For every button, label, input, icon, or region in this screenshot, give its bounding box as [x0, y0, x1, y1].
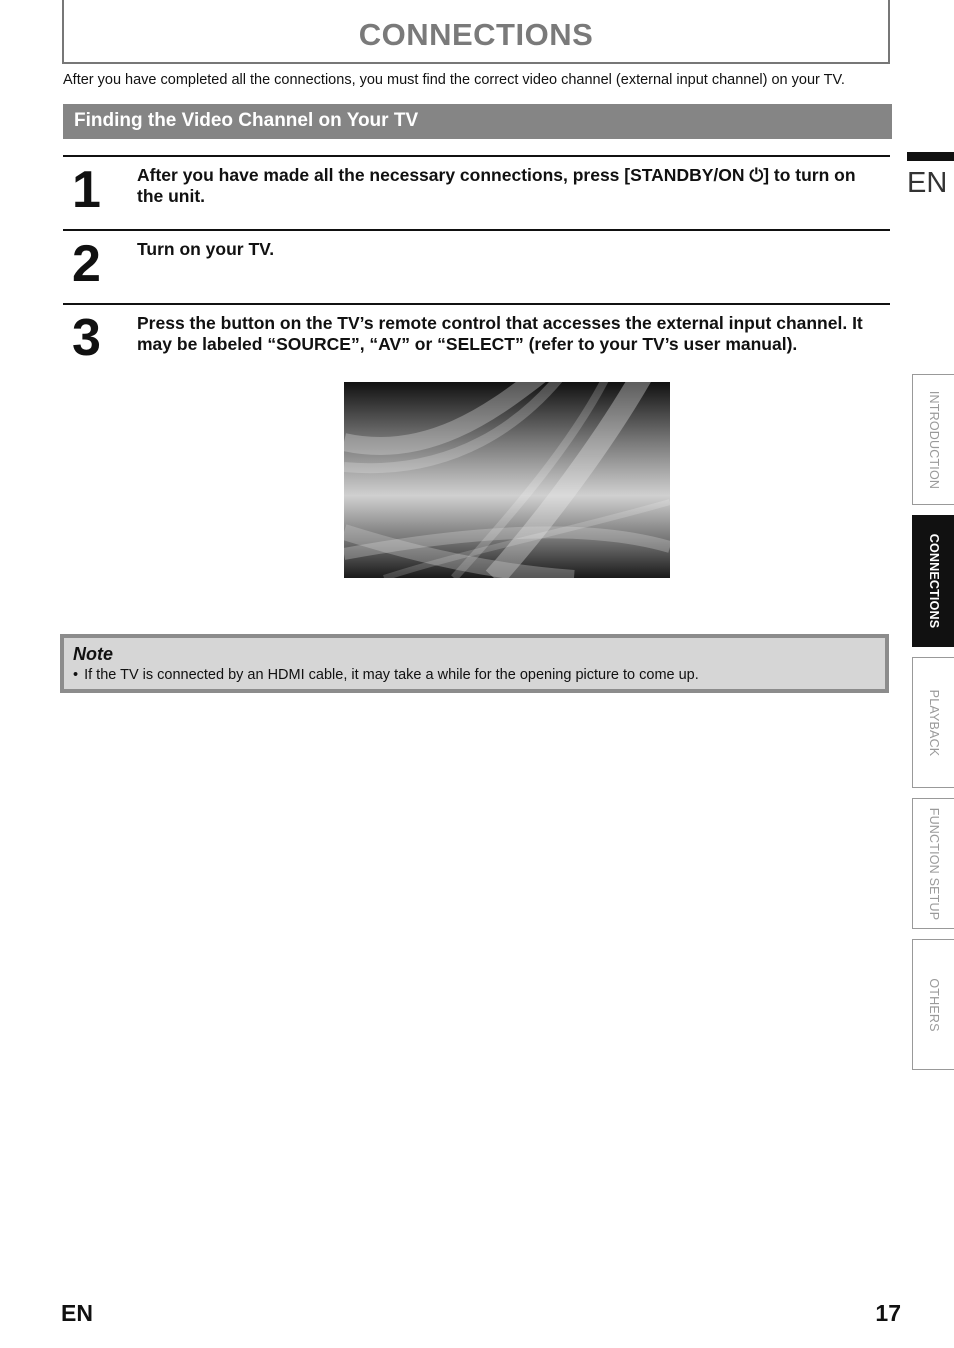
intro-text: After you have completed all the connections, you must find the correct video channel (external input channel) on your TV. [63, 72, 845, 88]
step-1 [63, 155, 890, 231]
step-2 [63, 229, 890, 305]
page-title-box [62, 0, 890, 64]
tab-playback[interactable] [912, 657, 954, 788]
section-title: Finding the Video Channel on Your TV [74, 110, 419, 131]
tab-label: PLAYBACK [926, 689, 941, 756]
page-title: CONNECTIONS [358, 17, 594, 52]
page-number: 17 [875, 1300, 901, 1326]
step-number: 1 [72, 161, 101, 219]
tab-label: FUNCTION SETUP [926, 807, 941, 920]
note-title: Note [73, 644, 113, 664]
tab-others[interactable] [912, 939, 954, 1070]
footer-language: EN [61, 1300, 93, 1326]
note-item-text: If the TV is connected by an HDMI cable, it may take a while for the opening picture to come up. [84, 667, 699, 683]
bullet-icon: • [73, 667, 79, 683]
note-item [73, 666, 885, 684]
step-text: Turn on your TV. [137, 239, 275, 259]
note-content [64, 638, 885, 689]
tab-function-setup[interactable] [912, 798, 954, 929]
tab-introduction[interactable] [912, 374, 954, 505]
step-text: After you have made all the necessary connections, press [STANDBY/ON ⏻] to turn on the unit. [137, 165, 856, 206]
note-box [60, 634, 889, 693]
step-number: 3 [72, 309, 101, 367]
tab-label: INTRODUCTION [926, 390, 941, 489]
step-text: Press the button on the TV’s remote control that accesses the external input channel. It may be labeled “SOURCE”, “AV” or “SELECT” (refer to your TV’s user manual). [137, 313, 863, 354]
step-3 [63, 303, 890, 385]
tv-screen-illustration [344, 382, 670, 578]
tab-connections[interactable] [912, 515, 954, 647]
tab-label: CONNECTIONS [926, 533, 941, 629]
language-tab [907, 152, 954, 204]
section-header [63, 104, 892, 139]
language-label: EN [907, 167, 948, 199]
tab-label: OTHERS [926, 977, 941, 1032]
step-number: 2 [72, 235, 101, 293]
